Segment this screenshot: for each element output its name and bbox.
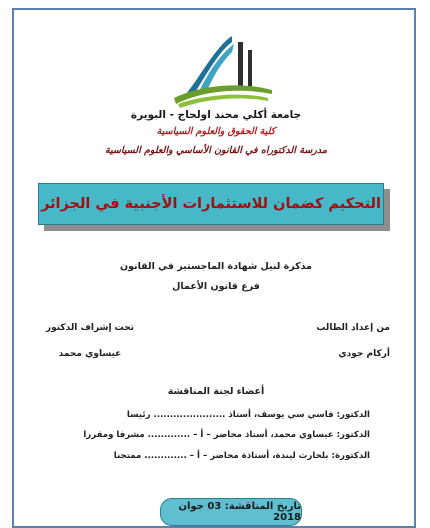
thesis-title: التحكيم كضمان للاستثمارات الأجنبية في الجزائر: [41, 196, 381, 212]
defense-date: تاريخ المناقشة: 03 جوان 2018: [178, 501, 301, 523]
committee-member: الدكتورة: بلحارث ليندة، أستاذة محاضر – أ – ............. ممتحنا: [113, 451, 370, 461]
cover-page: [12, 8, 416, 528]
thesis-title-box: [38, 183, 384, 225]
committee-member: الدكتور: عيساوي محمد، أستاذ محاضر – أ – ............. مشرفا ومقررا: [83, 430, 370, 440]
university-logo-icon: [168, 28, 278, 112]
prepared-by-label: من إعداد الطالب: [316, 323, 390, 333]
supervisor-label: تحت إشراف الدكتور: [45, 323, 135, 333]
memo-line: مذكرة لنيل شهادة الماجستير في القانون: [119, 261, 313, 272]
faculty-name: كلية الحقوق والعلوم السياسية: [156, 126, 276, 137]
university-name: جامعة أكلي محند اولحاج - البويرة: [130, 109, 302, 121]
committee-member: الدكتور: قاسي سي يوسف، أستاذ ...................... رئيسا: [126, 410, 370, 420]
doctoral-school-name: مدرسة الدكتوراه في القانون الأساسي والعلوم السياسية: [105, 145, 327, 156]
committee-heading: أعضاء لجنة المناقشة: [167, 386, 265, 397]
supervisor-name: عيساوي محمد: [58, 349, 122, 359]
defense-date-box: [160, 498, 302, 526]
student-name: أركام جودي: [338, 349, 390, 359]
branch-line: فرع قانون الأعمال: [172, 281, 260, 292]
